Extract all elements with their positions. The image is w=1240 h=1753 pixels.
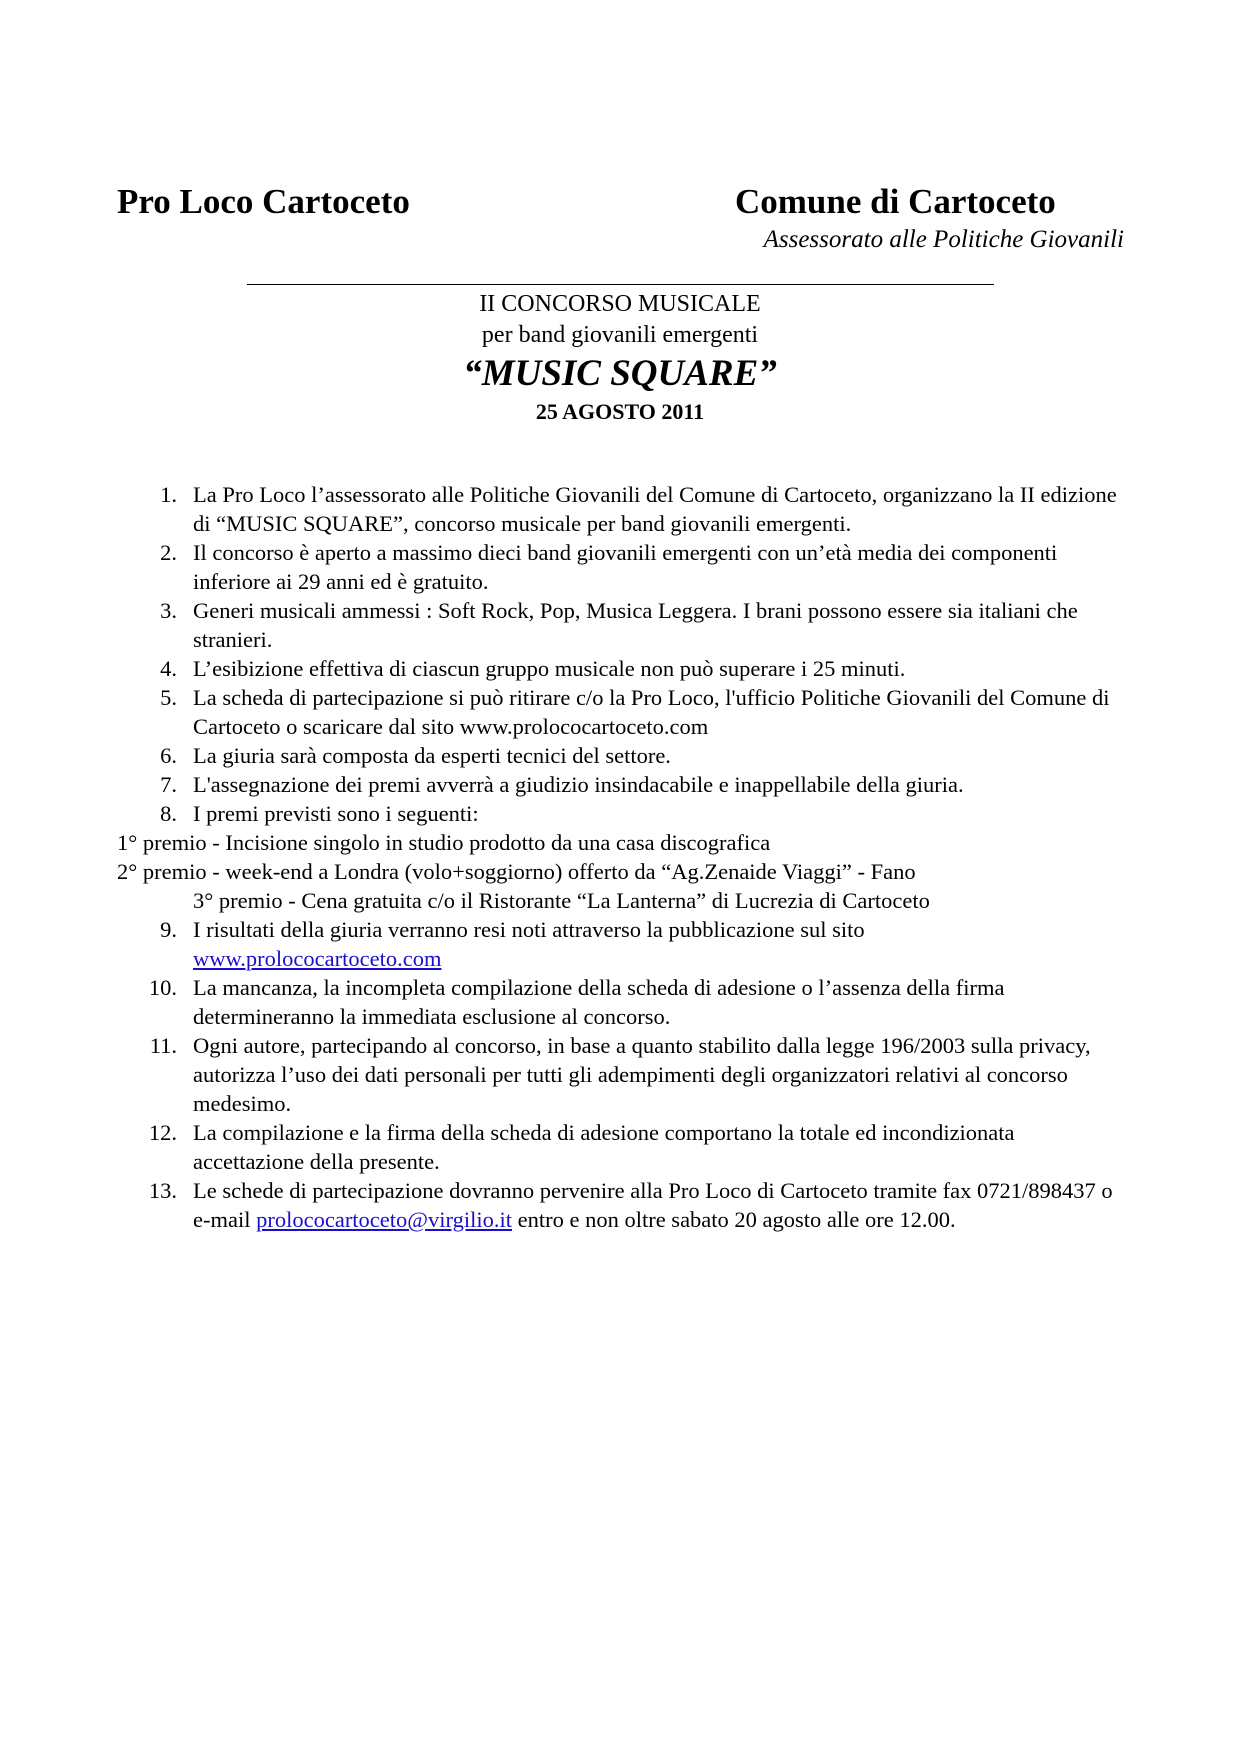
rule-number: 2. — [160, 540, 177, 565]
rule-number: 4. — [160, 656, 177, 681]
rule-text: Il concorso è aperto a massimo dieci band giovanili emergenti con un’età media dei componenti inferiore ai 29 anni ed è gratuito. — [193, 540, 1058, 594]
prize-third: 3° premio - Cena gratuita c/o il Ristorante “La Lanterna” di Lucrezia di Cartoceto — [193, 888, 930, 913]
horizontal-rule — [247, 284, 994, 285]
rule-text: Generi musicali ammessi : Soft Rock, Pop, Musica Leggera. I brani possono essere sia italiani che stranieri. — [193, 598, 1078, 652]
rule-number: 6. — [160, 743, 177, 768]
rule-text: I premi previsti sono i seguenti: — [193, 801, 479, 826]
rule-text: L’esibizione effettiva di ciascun gruppo musicale non può superare i 25 minuti. — [193, 656, 906, 681]
rule-item-5 — [0, 683, 1240, 741]
prize-second: 2° premio - week-end a Londra (volo+soggiorno) offerto da “Ag.Zenaide Viaggi” - Fano — [117, 859, 916, 884]
rule-number: 12. — [148, 1120, 177, 1145]
event-date: 25 AGOSTO 2011 — [535, 399, 705, 424]
website-link[interactable]: www.prolococartoceto.com — [193, 946, 442, 971]
rule-number: 10. — [148, 975, 177, 1000]
rule-item-7 — [0, 770, 1240, 799]
rule-text: L'assegnazione dei premi avverrà a giudizio insindacabile e inappellabile della giuria. — [193, 772, 964, 797]
rule-item-9 — [0, 915, 1240, 973]
rule-text: La scheda di partecipazione si può ritirare c/o la Pro Loco, l'ufficio Politiche Giovanili del Comune di Cartoceto o scaricare dal sito www.prolococartoceto.com — [193, 685, 1110, 739]
pro-loco-title: Pro Loco Cartoceto — [117, 182, 410, 221]
rule-item-2 — [0, 538, 1240, 596]
rule-text: La giuria sarà composta da esperti tecnici del settore. — [193, 743, 671, 768]
assessorato-subtitle: Assessorato alle Politiche Giovanili — [763, 226, 1124, 253]
rule-text: La Pro Loco l’assessorato alle Politiche Giovanili del Comune di Cartoceto, organizzano la II edizione di “MUSIC SQUARE”, concorso musicale per band giovanili emergenti. — [193, 482, 1117, 536]
contest-target-line: per band giovanili emergenti — [481, 322, 759, 348]
rule-number: 9. — [160, 917, 177, 942]
rule-number: 1. — [160, 482, 177, 507]
rule-number: 7. — [160, 772, 177, 797]
rule-item-3 — [0, 596, 1240, 654]
rule-number: 3. — [160, 598, 177, 623]
rule-item-10 — [0, 973, 1240, 1031]
rule-text-after: entro e non oltre sabato 20 agosto alle ore 12.00. — [511, 1207, 956, 1232]
rule-item-8 — [0, 799, 1240, 828]
contest-edition-line: II CONCORSO MUSICALE — [479, 291, 761, 317]
rules-list — [0, 480, 1240, 1234]
rule-item-6 — [0, 741, 1240, 770]
rule-item-12 — [0, 1118, 1240, 1176]
rule-number: 11. — [149, 1033, 177, 1058]
email-link[interactable]: prolococartoceto@virgilio.it — [256, 1207, 512, 1232]
rule-text-before: Le schede di partecipazione dovranno pervenire alla Pro Loco di Cartoceto tramite fax 0721/898437 o e-mail — [193, 1178, 1113, 1232]
rule-item-1 — [0, 480, 1240, 538]
event-name: “MUSIC SQUARE” — [463, 353, 777, 394]
rule-number: 5. — [160, 685, 177, 710]
rule-text: La mancanza, la incompleta compilazione della scheda di adesione o l’assenza della firma determineranno la immediata esclusione al concorso. — [193, 975, 1005, 1029]
rule-number: 8. — [160, 801, 177, 826]
prize-first: 1° premio - Incisione singolo in studio prodotto da una casa discografica — [117, 830, 771, 855]
rule-text: La compilazione e la firma della scheda di adesione comportano la totale ed incondizionata accettazione della presente. — [193, 1120, 1015, 1174]
rule-item-4 — [0, 654, 1240, 683]
comune-title: Comune di Cartoceto — [735, 182, 1056, 221]
rule-item-13 — [0, 1176, 1240, 1234]
rule-text: Ogni autore, partecipando al concorso, in base a quanto stabilito dalla legge 196/2003 sulla privacy, autorizza l’uso dei dati personali per tutti gli adempimenti degli organizzatori relativi al concorso medesimo. — [193, 1033, 1091, 1116]
rule-item-11 — [0, 1031, 1240, 1118]
rule-number: 13. — [148, 1178, 177, 1203]
rule-text: I risultati della giuria verranno resi noti attraverso la pubblicazione sul sito — [193, 917, 865, 942]
